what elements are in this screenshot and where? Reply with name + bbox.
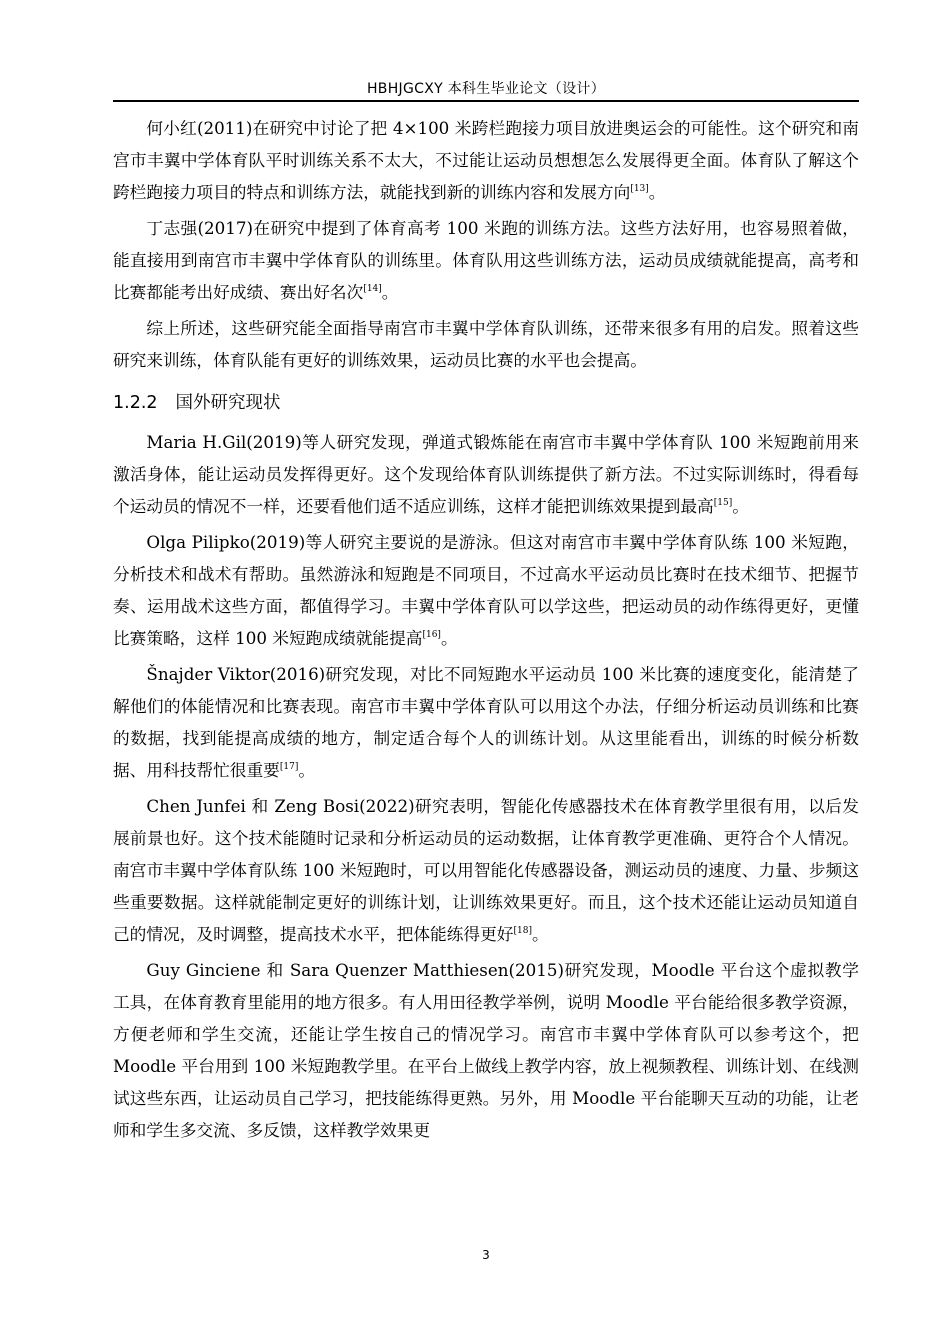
section-title: 国外研究现状 <box>175 393 281 413</box>
citation: [18] <box>513 926 532 936</box>
paragraph: Šnajder Viktor(2016)研究发现，对比不同短跑水平运动员 100 米比赛的速度变化，能清楚了解他们的体能情况和比赛表现。南宫市丰翼中学体育队可以用这个办法，仔细分析运动员训练和比赛的数据，找到能提高成绩的地方，制定适合每个人的训练计划。从这里能看出，训练的时候分析数据、用科技帮忙很重要[17]。 <box>113 664 859 780</box>
citation: [17] <box>279 762 299 772</box>
paragraph: Maria H.Gil(2019)等人研究发现，弹道式锻炼能在南宫市丰翼中学体育队 100 米短跑前用来激活身体，能让运动员发挥得更好。这个发现给体育队训练提供了新方法。不过实际训练时，得看每个运动员的情况不一样，还要看他们适不适应训练，这样才能把训练效果提到最高[15]。 <box>113 432 859 516</box>
page-body <box>113 112 859 1150</box>
paragraph: 综上所述，这些研究能全面指导南宫市丰翼中学体育队训练，还带来很多有用的启发。照着这些研究来训练，体育队能有更好的训练效果，运动员比赛的水平也会提高。 <box>113 318 859 370</box>
paragraph: Chen Junfei 和 Zeng Bosi(2022)研究表明，智能化传感器技术在体育教学里很有用，以后发展前景也好。这个技术能随时记录和分析运动员的运动数据，让体育教学更准确、更符合个人情况。南宫市丰翼中学体育队练 100 米短跑时，可以用智能化传感器设备，测运动员的速度、力量、步频这些重要数据。这样就能制定更好的训练计划，让训练效果更好。而且，这个技术还能让运动员知道自己的情况，及时调整，提高技术水平，把体能练得更好[18]。 <box>113 796 859 944</box>
paragraph: Guy Ginciene 和 Sara Quenzer Matthiesen(2015)研究发现，Moodle 平台这个虚拟教学工具，在体育教育里能用的地方很多。有人用田径教学举例，说明 Moodle 平台能给很多教学资源，方便老师和学生交流，还能让学生按自己的情况学习。南宫市丰翼中学体育队可以参考这个，把 Moodle 平台用到 100 米短跑教学里。在平台上做线上教学内容，放上视频教程、训练计划、在线测试这些东西，让运动员自己学习，把技能练得更熟。另外，用 Moodle 平台能聊天互动的功能，让老师和学生多交流、多反馈，这样教学效果更 <box>113 960 859 1140</box>
header-divider <box>113 100 859 102</box>
citation: [16] <box>422 630 441 640</box>
section-heading <box>113 390 859 416</box>
paragraph: Olga Pilipko(2019)等人研究主要说的是游泳。但这对南宫市丰翼中学体育队练 100 米短跑，分析技术和战术有帮助。虽然游泳和短跑是不同项目，不过高水平运动员比赛时在技术细节、把握节奏、运用战术这些方面，都值得学习。丰翼中学体育队可以学这些，把运动员的动作练得更好，更懂比赛策略，这样 100 米短跑成绩就能提高[16]。 <box>113 532 859 648</box>
section-number: 1.2.2 <box>113 393 158 413</box>
paragraph: 何小红(2011)在研究中讨论了把 4×100 米跨栏跑接力项目放进奥运会的可能性。这个研究和南宫市丰翼中学体育队平时训练关系不太大，不过能让运动员想想怎么发展得更全面。体育队了解这个跨栏跑接力项目的特点和训练方法，就能找到新的训练内容和发展方向[13]。 <box>113 118 859 202</box>
citation: [14] <box>363 284 382 294</box>
citation: [13] <box>630 184 649 194</box>
citation: [15] <box>713 498 733 508</box>
paragraph: 丁志强(2017)在研究中提到了体育高考 100 米跑的训练方法。这些方法好用，也容易照着做，能直接用到南宫市丰翼中学体育队的训练里。体育队用这些训练方法，运动员成绩就能提高，高考和比赛都能考出好成绩、赛出好名次[14]。 <box>113 218 859 302</box>
page-header: HBHJGCXY 本科生毕业论文（设计） <box>366 81 605 97</box>
page-number: 3 <box>482 1248 490 1262</box>
